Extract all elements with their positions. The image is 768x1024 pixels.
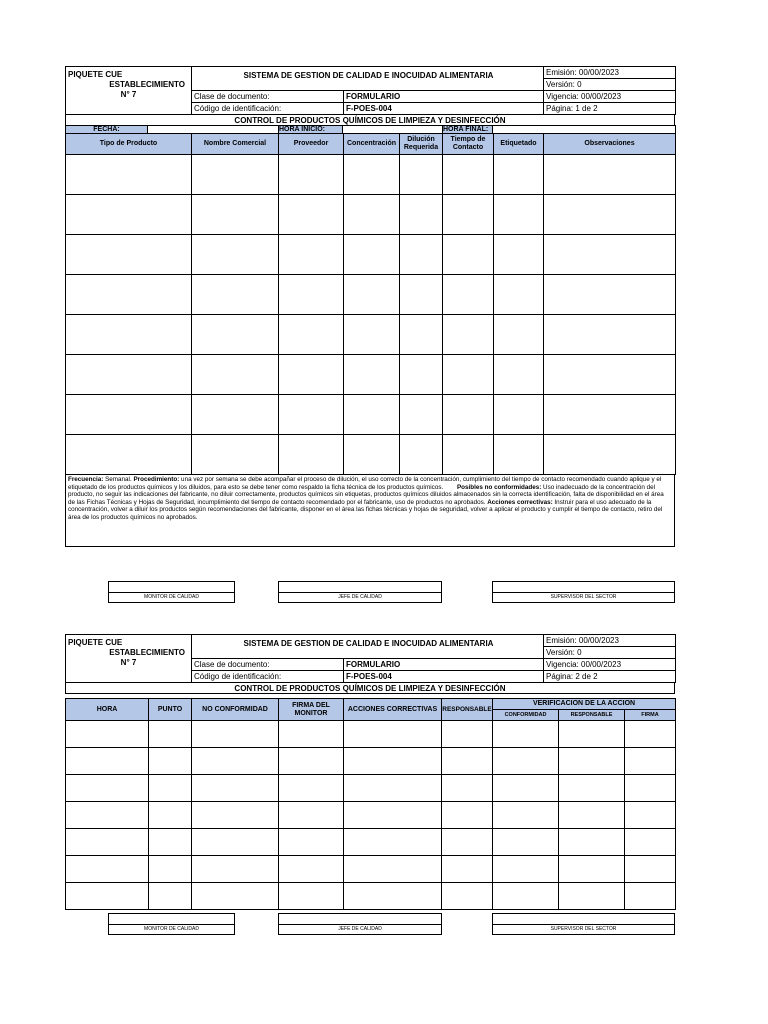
table-cell[interactable] [66, 802, 149, 829]
table-cell[interactable] [344, 748, 442, 775]
table-cell[interactable] [344, 856, 442, 883]
id-code-value: F-POES-004 [344, 671, 544, 683]
table-cell[interactable] [66, 748, 149, 775]
form-page-2 [65, 634, 675, 910]
table-cell[interactable] [559, 883, 625, 910]
table-cell[interactable] [66, 315, 192, 355]
table-cell[interactable] [400, 355, 443, 395]
table-cell[interactable] [544, 435, 676, 475]
table-cell[interactable] [494, 435, 544, 475]
emission-date: Emisión: 00/00/2023 [544, 635, 676, 647]
signature-label-jefe-2: JEFE DE CALIDAD [278, 925, 442, 935]
table-cell[interactable] [494, 195, 544, 235]
system-title: SISTEMA DE GESTION DE CALIDAD E INOCUIDAD ALIMENTARIA [192, 635, 544, 659]
col-responsable: RESPONSABLE [442, 699, 493, 721]
version: Versión: 0 [544, 647, 676, 659]
form-title-band-2 [65, 682, 675, 694]
table-cell[interactable] [344, 155, 400, 195]
table-cell[interactable] [494, 275, 544, 315]
validity-date: Vigencia: 00/00/2023 [544, 659, 676, 671]
table-cell[interactable] [66, 355, 192, 395]
signature-box-monitor[interactable] [108, 581, 235, 593]
table-cell[interactable] [400, 435, 443, 475]
col-verif-responsable: RESPONSABLE [559, 710, 625, 721]
col-firma-monitor: FIRMA DEL MONITOR [279, 699, 344, 721]
id-code-label: Código de identificación: [192, 103, 344, 115]
table-cell[interactable] [493, 721, 559, 748]
table-cell[interactable] [494, 395, 544, 435]
table-cell[interactable] [442, 856, 493, 883]
page-number: Página: 2 de 2 [544, 671, 676, 683]
table-cell[interactable] [442, 829, 493, 856]
table-cell[interactable] [66, 155, 192, 195]
document-header [65, 66, 676, 115]
signature-label-supervisor-2: SUPERVISOR DEL SECTOR [492, 925, 675, 935]
table-cell[interactable] [192, 395, 279, 435]
fecha-label: FECHA: [66, 126, 148, 134]
table-cell[interactable] [279, 883, 344, 910]
table-cell[interactable] [493, 883, 559, 910]
table-cell[interactable] [559, 775, 625, 802]
table-cell[interactable] [344, 195, 400, 235]
table-cell[interactable] [192, 883, 279, 910]
emission-date: Emisión: 00/00/2023 [544, 67, 676, 79]
system-title: SISTEMA DE GESTION DE CALIDAD E INOCUIDAD ALIMENTARIA [192, 67, 544, 91]
table-cell[interactable] [559, 802, 625, 829]
table-cell[interactable] [544, 275, 676, 315]
table-cell[interactable] [625, 802, 676, 829]
table-cell[interactable] [493, 829, 559, 856]
table-cell[interactable] [344, 395, 400, 435]
table-cell[interactable] [279, 315, 344, 355]
table-cell[interactable] [192, 155, 279, 195]
signature-label-supervisor: SUPERVISOR DEL SECTOR [492, 593, 675, 603]
table-row [66, 802, 676, 829]
page-number: Página: 1 de 2 [544, 103, 676, 115]
table-cell[interactable] [149, 721, 192, 748]
table-cell[interactable] [442, 775, 493, 802]
table-row [66, 883, 676, 910]
form-title: CONTROL DE PRODUCTOS QUÍMICOS DE LIMPIEZA Y DESINFECCIÓN [66, 115, 675, 126]
table-cell[interactable] [279, 721, 344, 748]
table-cell[interactable] [192, 802, 279, 829]
col-verif-firma: FIRMA [625, 710, 676, 721]
table-cell[interactable] [559, 748, 625, 775]
table-cell[interactable] [279, 155, 344, 195]
table-cell[interactable] [494, 355, 544, 395]
col-no-conformidad: NO CONFORMIDAD [192, 699, 279, 721]
table-cell[interactable] [442, 721, 493, 748]
table-cell[interactable] [66, 829, 149, 856]
table-row [66, 856, 676, 883]
table-row [66, 829, 676, 856]
products-table [65, 133, 676, 475]
table-cell[interactable] [544, 355, 676, 395]
table-cell[interactable] [544, 235, 676, 275]
doc-class-label: Clase de documento: [192, 91, 344, 103]
signature-label-monitor-2: MONITOR DE CALIDAD [108, 925, 235, 935]
table-cell[interactable] [559, 721, 625, 748]
table-row [66, 275, 676, 315]
col-concentracion: Concentración [344, 134, 400, 155]
signature-box-jefe-2[interactable] [278, 913, 442, 925]
table-cell[interactable] [279, 235, 344, 275]
table-cell[interactable] [494, 315, 544, 355]
table-cell[interactable] [494, 155, 544, 195]
table-row [66, 775, 676, 802]
table-cell[interactable] [544, 195, 676, 235]
table-row [66, 721, 676, 748]
table-cell[interactable] [442, 748, 493, 775]
table-cell[interactable] [279, 802, 344, 829]
doc-class-value: FORMULARIO [344, 91, 544, 103]
table-cell[interactable] [344, 435, 400, 475]
table-cell[interactable] [149, 748, 192, 775]
table-row [66, 395, 676, 435]
table-cell[interactable] [400, 155, 443, 195]
table-cell[interactable] [442, 802, 493, 829]
table-cell[interactable] [192, 829, 279, 856]
table-cell[interactable] [149, 829, 192, 856]
signature-box-monitor-2[interactable] [108, 913, 235, 925]
table-row [66, 195, 676, 235]
table-cell[interactable] [192, 275, 279, 315]
table-cell[interactable] [192, 235, 279, 275]
table-cell[interactable] [400, 195, 443, 235]
document-header-2 [65, 634, 676, 683]
col-tiempo-contacto: Tiempo de Contacto [443, 134, 494, 155]
table-row [66, 235, 676, 275]
table-cell[interactable] [493, 802, 559, 829]
col-verificacion: VERIFICACION DE LA ACCION [493, 699, 676, 710]
table-cell[interactable] [344, 355, 400, 395]
table-cell[interactable] [443, 355, 494, 395]
table-cell[interactable] [625, 829, 676, 856]
table-cell[interactable] [544, 315, 676, 355]
table-cell[interactable] [400, 315, 443, 355]
signature-box-jefe[interactable] [278, 581, 442, 593]
table-cell[interactable] [279, 275, 344, 315]
table-cell[interactable] [400, 235, 443, 275]
table-cell[interactable] [344, 315, 400, 355]
table-cell[interactable] [279, 395, 344, 435]
table-cell[interactable] [279, 748, 344, 775]
table-cell[interactable] [443, 195, 494, 235]
col-observaciones: Observaciones [544, 134, 676, 155]
table-cell[interactable] [279, 829, 344, 856]
table-cell[interactable] [192, 721, 279, 748]
table-cell[interactable] [66, 856, 149, 883]
table-cell[interactable] [192, 748, 279, 775]
table-cell[interactable] [625, 775, 676, 802]
table-cell[interactable] [66, 435, 192, 475]
col-verif-conformidad: CONFORMIDAD [493, 710, 559, 721]
table-cell[interactable] [443, 435, 494, 475]
table-row [66, 155, 676, 195]
table-cell[interactable] [149, 802, 192, 829]
table-cell[interactable] [192, 315, 279, 355]
table-cell[interactable] [443, 395, 494, 435]
table-cell[interactable] [192, 775, 279, 802]
table-cell[interactable] [443, 235, 494, 275]
table-cell[interactable] [192, 435, 279, 475]
table-cell[interactable] [66, 883, 149, 910]
table-cell[interactable] [149, 883, 192, 910]
table-cell[interactable] [279, 435, 344, 475]
table-cell[interactable] [559, 856, 625, 883]
table-cell[interactable] [66, 775, 149, 802]
table-row [66, 435, 676, 475]
table-cell[interactable] [442, 883, 493, 910]
table-cell[interactable] [66, 235, 192, 275]
col-nombre-comercial: Nombre Comercial [192, 134, 279, 155]
table-cell[interactable] [344, 883, 442, 910]
signature-box-supervisor[interactable] [492, 581, 675, 593]
validity-date: Vigencia: 00/00/2023 [544, 91, 676, 103]
table-row [66, 748, 676, 775]
col-proveedor: Proveedor [279, 134, 344, 155]
doc-class-label: Clase de documento: [192, 659, 344, 671]
signature-label-monitor: MONITOR DE CALIDAD [108, 593, 235, 603]
table-cell[interactable] [192, 195, 279, 235]
table-cell[interactable] [344, 829, 442, 856]
procedure-notes: Frecuencia: Semanal. Procedimiento: una vez por semana se debe acompañar el proceso de dilución, el uso correcto de la concentración, cumplimiento del tiempo de contacto recomendado cuando aplique y el etiquetado de los productos químicos y los diluidos, para esto se debe tener como respaldo la ficha técnica de los productos químicos. Posibles no conformidades: Uso inadecuado de la concentración del producto, no seguir las indicaciones del fabricante, no diluir correctamente, productos químicos sin etiquetas, productos químicos diluidos almacenados sin la correcta identificación, falta de disponibilidad en el área de las Fichas Técnicas y Hojas de Seguridad, incumplimiento del tiempo de contacto recomendado por el fabricante, uso de productos no aprobados. Acciones correctivas: Instruir para el uso adecuado de la concentración, volver a diluir los productos según recomendaciones del fabricante, disponer en el área las fichas técnicas y hojas de seguridad, volver a aplicar el producto y cumplir el tiempo de contacto, retiro del área de los productos químicos no aprobados. [65, 474, 675, 547]
id-code-label: Código de identificación: [192, 671, 344, 683]
table-cell[interactable] [344, 775, 442, 802]
col-dilucion: Dilución Requerida [400, 134, 443, 155]
table-cell[interactable] [544, 155, 676, 195]
form-title: CONTROL DE PRODUCTOS QUÍMICOS DE LIMPIEZA Y DESINFECCIÓN [66, 683, 675, 694]
table-cell[interactable] [625, 883, 676, 910]
signature-label-jefe: JEFE DE CALIDAD [278, 593, 442, 603]
table-cell[interactable] [493, 748, 559, 775]
table-cell[interactable] [192, 856, 279, 883]
table-cell[interactable] [344, 802, 442, 829]
table-cell[interactable] [344, 721, 442, 748]
col-acciones-correctivas: ACCIONES CORRECTIVAS [344, 699, 442, 721]
table-cell[interactable] [279, 355, 344, 395]
table-row [66, 355, 676, 395]
company-name: PIQUETE CUE ESTABLECIMIENTO N° 7 [66, 67, 192, 115]
table-cell[interactable] [279, 856, 344, 883]
col-tipo-producto: Tipo de Producto [66, 134, 192, 155]
table-cell[interactable] [66, 721, 149, 748]
hora-final-label: HORA FINAL: [443, 126, 493, 134]
table-cell[interactable] [400, 395, 443, 435]
table-cell[interactable] [149, 856, 192, 883]
nonconformity-table [65, 698, 676, 910]
signature-box-supervisor-2[interactable] [492, 913, 675, 925]
table-cell[interactable] [400, 275, 443, 315]
doc-class-value: FORMULARIO [344, 659, 544, 671]
company-name: PIQUETE CUE ESTABLECIMIENTO N° 7 [66, 635, 192, 683]
hora-inicio-label: HORA INICIO: [279, 126, 343, 134]
table-cell[interactable] [625, 748, 676, 775]
table-cell[interactable] [443, 275, 494, 315]
table-cell[interactable] [494, 235, 544, 275]
table-cell[interactable] [443, 315, 494, 355]
table-cell[interactable] [279, 195, 344, 235]
table-cell[interactable] [344, 275, 400, 315]
table-cell[interactable] [66, 275, 192, 315]
table-cell[interactable] [493, 775, 559, 802]
col-punto: PUNTO [149, 699, 192, 721]
form-page-1 [65, 66, 675, 547]
id-code-value: F-POES-004 [344, 103, 544, 115]
col-etiquetado: Etiquetado [494, 134, 544, 155]
col-hora: HORA [66, 699, 149, 721]
table-cell[interactable] [192, 355, 279, 395]
version: Versión: 0 [544, 79, 676, 91]
table-cell[interactable] [66, 195, 192, 235]
table-cell[interactable] [625, 856, 676, 883]
table-cell[interactable] [344, 235, 400, 275]
table-cell[interactable] [493, 856, 559, 883]
table-cell[interactable] [544, 395, 676, 435]
table-cell[interactable] [443, 155, 494, 195]
table-cell[interactable] [559, 829, 625, 856]
table-cell[interactable] [625, 721, 676, 748]
table-cell[interactable] [149, 775, 192, 802]
table-row [66, 315, 676, 355]
table-cell[interactable] [279, 775, 344, 802]
table-cell[interactable] [66, 395, 192, 435]
